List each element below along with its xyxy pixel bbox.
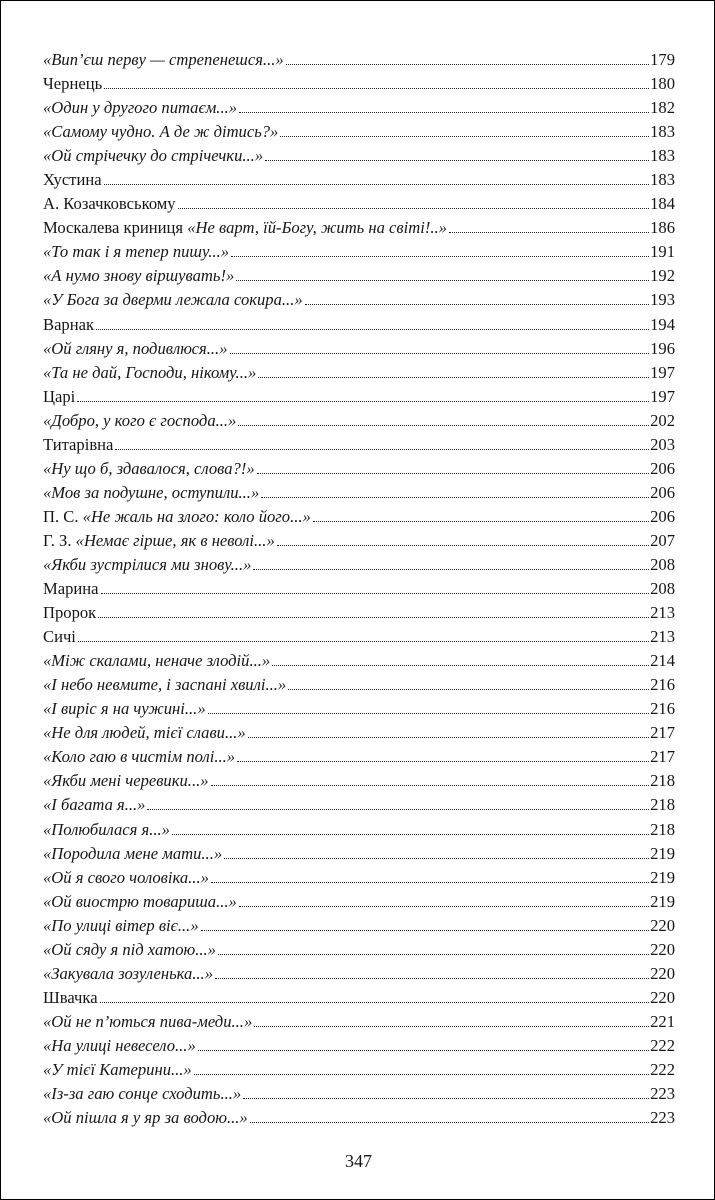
- entry-page-number: 208: [650, 579, 675, 599]
- entry-page-number: 180: [650, 74, 675, 94]
- entry-title-text: Хустина: [43, 170, 102, 190]
- entry-title-text: «І багата я...»: [43, 795, 146, 815]
- dot-leader: [250, 1122, 649, 1123]
- entry-title-text: «Мов за подушне, оступили...»: [43, 482, 260, 502]
- dot-leader: [78, 641, 649, 642]
- entry-page-number: 206: [650, 458, 675, 478]
- entry-title: [43, 1010, 252, 1034]
- dot-leader: [231, 256, 649, 257]
- entry-page-number: 193: [650, 290, 675, 310]
- entry-title: [43, 240, 229, 264]
- entry-title: [43, 625, 76, 649]
- entry-page-number: 203: [650, 434, 675, 454]
- entry-title-text: «Ой я свого чоловіка...»: [43, 867, 209, 887]
- dot-leader: [265, 160, 649, 161]
- entry-title-text: «Ой виострю товариша...»: [43, 891, 237, 911]
- entry-title: [43, 601, 96, 625]
- entry-page-number: 183: [650, 146, 675, 166]
- table-of-contents: [43, 48, 675, 1130]
- dot-leader: [147, 809, 649, 810]
- entry-page-number: 217: [650, 723, 675, 743]
- entry-page-number: 197: [650, 386, 675, 406]
- entry-title-text: «Полюбилася я...»: [43, 819, 170, 839]
- toc-entry: [43, 1106, 675, 1130]
- dot-leader: [100, 1002, 650, 1003]
- dot-leader: [272, 665, 649, 666]
- dot-leader: [237, 761, 649, 762]
- toc-entry: [43, 1034, 675, 1058]
- entry-title-text: Титарівна: [43, 434, 114, 454]
- dot-leader: [172, 834, 649, 835]
- dot-leader: [96, 329, 649, 330]
- entry-page-number: 218: [650, 819, 675, 839]
- dot-leader: [288, 689, 649, 690]
- entry-title-text: «По улиці вітер віє...»: [43, 915, 199, 935]
- toc-entry: [43, 914, 675, 938]
- entry-page-number: 206: [650, 506, 675, 526]
- toc-entry: [43, 577, 675, 601]
- entry-title-text: «Породила мене мати...»: [43, 843, 223, 863]
- toc-entry: [43, 192, 675, 216]
- entry-title-prefix: Г. З.: [43, 530, 76, 550]
- entry-page-number: 191: [650, 242, 675, 262]
- entry-title: [43, 842, 222, 866]
- entry-title-text: «Між скалами, неначе злодій...»: [43, 651, 271, 671]
- entry-title-prefix: П. С.: [43, 506, 83, 526]
- entry-title-prefix: Москалева криниця: [43, 218, 188, 238]
- toc-entry: [43, 1058, 675, 1082]
- entry-title-text: «Самому чудно. А де ж дітись?»: [43, 122, 279, 142]
- entry-title: [43, 745, 235, 769]
- toc-entry: [43, 144, 675, 168]
- dot-leader: [254, 1026, 649, 1027]
- entry-page-number: 222: [650, 1035, 675, 1055]
- entry-title: [43, 409, 236, 433]
- entry-page-number: 186: [650, 218, 675, 238]
- entry-page-number: 221: [650, 1011, 675, 1031]
- entry-title-text: «Ой стрічечку до стрічечки...»: [43, 146, 264, 166]
- entry-title-text: Швачка: [43, 987, 98, 1007]
- dot-leader: [178, 208, 650, 209]
- toc-entry: [43, 986, 675, 1010]
- entry-page-number: 220: [650, 987, 675, 1007]
- entry-title-text: «Вип’єш перву — стрепенешся...»: [43, 50, 284, 69]
- page-number: 347: [345, 1151, 372, 1171]
- dot-leader: [211, 882, 649, 883]
- entry-page-number: 213: [650, 603, 675, 623]
- entry-title-text: «Не варт, їй-Богу, жить на світі!..»: [187, 218, 447, 238]
- toc-entry: [43, 529, 675, 553]
- entry-title: [43, 337, 228, 361]
- dot-leader: [239, 112, 649, 113]
- dot-leader: [218, 954, 649, 955]
- toc-entry: [43, 842, 675, 866]
- toc-entry: [43, 313, 675, 337]
- toc-entry: [43, 337, 675, 361]
- entry-title: [43, 1034, 196, 1058]
- entry-title-text: «І виріс я на чужині...»: [43, 699, 206, 719]
- entry-title-text: «А нумо знову віршувать!»: [43, 266, 235, 286]
- toc-entry: [43, 361, 675, 385]
- dot-leader: [258, 377, 649, 378]
- toc-entry: [43, 409, 675, 433]
- toc-entry: [43, 721, 675, 745]
- entry-title: [43, 577, 99, 601]
- entry-title-text: «На улиці невесело...»: [43, 1035, 196, 1055]
- entry-page-number: 208: [650, 554, 675, 574]
- entry-title: [43, 385, 75, 409]
- toc-entry: [43, 938, 675, 962]
- entry-title-text: «Немає гірше, як в неволі...»: [75, 530, 275, 550]
- entry-title: [43, 481, 259, 505]
- toc-entry: [43, 457, 675, 481]
- dot-leader: [239, 906, 649, 907]
- dot-leader: [253, 569, 649, 570]
- toc-entry: [43, 697, 675, 721]
- toc-entry: [43, 818, 675, 842]
- toc-entry: [43, 72, 675, 96]
- entry-title: [43, 793, 145, 817]
- entry-page-number: 218: [650, 771, 675, 791]
- toc-entry: [43, 216, 675, 240]
- entry-page-number: 182: [650, 98, 675, 118]
- toc-entry: [43, 673, 675, 697]
- dot-leader: [201, 930, 649, 931]
- entry-title: [43, 721, 246, 745]
- entry-title-text: «Якби мені черевики...»: [43, 771, 209, 791]
- dot-leader: [248, 737, 649, 738]
- dot-leader: [261, 497, 649, 498]
- toc-entry: [43, 288, 675, 312]
- entry-page-number: 183: [650, 122, 675, 142]
- entry-page-number: 207: [650, 530, 675, 550]
- entry-title: [43, 1058, 192, 1082]
- entry-page-number: 217: [650, 747, 675, 767]
- toc-entry: [43, 962, 675, 986]
- dot-leader: [277, 545, 649, 546]
- entry-page-number: 216: [650, 699, 675, 719]
- entry-page-number: 194: [650, 314, 675, 334]
- entry-title-text: «У тієї Катерини...»: [43, 1059, 192, 1079]
- entry-title-text: «Добро, у кого є господа...»: [43, 410, 237, 430]
- entry-title-text: «Якби зустрілися ми знову...»: [43, 554, 252, 574]
- entry-page-number: 220: [650, 939, 675, 959]
- entry-page-number: 197: [650, 362, 675, 382]
- entry-page-number: 214: [650, 651, 675, 671]
- entry-title: [43, 505, 311, 529]
- entry-title-text: Царі: [43, 386, 76, 406]
- entry-title-text: «То так і я тепер пишу...»: [43, 242, 230, 262]
- entry-page-number: 183: [650, 170, 675, 190]
- entry-title: [43, 697, 206, 721]
- entry-title-text: «Ой сяду я під хатою...»: [43, 939, 216, 959]
- toc-entry: [43, 601, 675, 625]
- entry-page-number: 223: [650, 1108, 675, 1128]
- toc-entry: [43, 264, 675, 288]
- entry-title: [43, 938, 216, 962]
- toc-entry: [43, 433, 675, 457]
- toc-entry: [43, 240, 675, 264]
- entry-title-text: «Ой пішла я у яр за водою...»: [43, 1108, 248, 1128]
- entry-title-text: «Коло гаю в чистім полі...»: [43, 747, 236, 767]
- entry-title: [43, 120, 278, 144]
- entry-title: [43, 433, 113, 457]
- toc-entry: [43, 168, 675, 192]
- entry-title-text: Марина: [43, 579, 99, 599]
- entry-title: [43, 673, 286, 697]
- entry-page-number: 196: [650, 338, 675, 358]
- dot-leader: [115, 449, 649, 450]
- entry-page-number: 219: [650, 867, 675, 887]
- entry-title: [43, 529, 275, 553]
- dot-leader: [198, 1050, 649, 1051]
- dot-leader: [211, 785, 650, 786]
- entry-page-number: 213: [650, 627, 675, 647]
- toc-entry: [43, 120, 675, 144]
- entry-title-text: Сичі: [43, 627, 76, 647]
- entry-title: [43, 48, 284, 72]
- entry-page-number: 223: [650, 1084, 675, 1104]
- entry-page-number: 202: [650, 410, 675, 430]
- entry-page-number: 179: [650, 50, 675, 69]
- dot-leader: [224, 858, 649, 859]
- entry-title-text: «Ой гляну я, подивлюся...»: [43, 338, 228, 358]
- entry-title-text: Пророк: [43, 603, 97, 623]
- entry-title: [43, 1106, 248, 1130]
- entry-title: [43, 818, 170, 842]
- entry-page-number: 218: [650, 795, 675, 815]
- dot-leader: [101, 593, 650, 594]
- toc-entry: [43, 793, 675, 817]
- dot-leader: [230, 353, 650, 354]
- entry-title-text: «Не жаль на злого: коло його...»: [82, 506, 311, 526]
- toc-entry: [43, 866, 675, 890]
- entry-title: [43, 192, 176, 216]
- entry-title-text: «Ну що б, здавалося, слова?!»: [43, 458, 255, 478]
- entry-page-number: 220: [650, 915, 675, 935]
- entry-title: [43, 553, 251, 577]
- dot-leader: [238, 425, 649, 426]
- entry-page-number: 192: [650, 266, 675, 286]
- toc-entry: [43, 96, 675, 120]
- entry-title: [43, 649, 270, 673]
- entry-title-text: «Не для людей, тієї слави...»: [43, 723, 246, 743]
- dot-leader: [194, 1074, 649, 1075]
- dot-leader: [280, 136, 649, 137]
- toc-entry: [43, 745, 675, 769]
- dot-leader: [236, 280, 649, 281]
- entry-title-text: «Закувала зозуленька...»: [43, 963, 214, 983]
- dot-leader: [98, 617, 649, 618]
- entry-page-number: 222: [650, 1059, 675, 1079]
- toc-entry: [43, 553, 675, 577]
- entry-page-number: 184: [650, 194, 675, 214]
- entry-title: [43, 769, 209, 793]
- dot-leader: [104, 184, 650, 185]
- entry-title: [43, 866, 209, 890]
- toc-entry: [43, 1010, 675, 1034]
- entry-title-text: Варнак: [43, 314, 95, 334]
- entry-title-text: А. Козачковському: [43, 194, 176, 214]
- toc-entry: [43, 890, 675, 914]
- dot-leader: [104, 88, 649, 89]
- entry-title: [43, 890, 237, 914]
- dot-leader: [257, 473, 649, 474]
- entry-title-text: «І небо невмите, і заспані хвилі...»: [43, 675, 287, 695]
- toc-entry: [43, 481, 675, 505]
- toc-entry: [43, 1082, 675, 1106]
- dot-leader: [215, 978, 649, 979]
- entry-title: [43, 962, 213, 986]
- entry-title: [43, 914, 199, 938]
- entry-title: [43, 96, 237, 120]
- entry-title: [43, 313, 94, 337]
- entry-title-text: «У Бога за дверми лежала сокира...»: [43, 290, 303, 310]
- entry-title: [43, 216, 447, 240]
- dot-leader: [313, 521, 649, 522]
- entry-title: [43, 288, 303, 312]
- entry-title: [43, 144, 263, 168]
- entry-title: [43, 264, 234, 288]
- dot-leader: [77, 401, 649, 402]
- entry-page-number: 220: [650, 963, 675, 983]
- toc-entry: [43, 769, 675, 793]
- entry-title-text: «Та не дай, Господи, нікому...»: [43, 362, 257, 382]
- toc-entry: [43, 625, 675, 649]
- toc-entry: [43, 649, 675, 673]
- dot-leader: [286, 64, 649, 65]
- entry-page-number: 216: [650, 675, 675, 695]
- toc-entry: [43, 48, 675, 72]
- entry-title: [43, 361, 256, 385]
- entry-title-text: Чернець: [43, 74, 103, 94]
- entry-title: [43, 168, 102, 192]
- entry-page-number: 219: [650, 891, 675, 911]
- entry-title: [43, 1082, 241, 1106]
- entry-title: [43, 986, 98, 1010]
- dot-leader: [305, 304, 649, 305]
- entry-title-text: «Із-за гаю сонце сходить...»: [43, 1084, 242, 1104]
- entry-title-text: «Один у другого питаєм...»: [43, 98, 238, 118]
- dot-leader: [208, 713, 649, 714]
- dot-leader: [243, 1098, 649, 1099]
- entry-title: [43, 72, 102, 96]
- toc-entry: [43, 505, 675, 529]
- entry-page-number: 219: [650, 843, 675, 863]
- toc-entry: [43, 385, 675, 409]
- entry-title: [43, 457, 255, 481]
- dot-leader: [449, 232, 649, 233]
- entry-page-number: 206: [650, 482, 675, 502]
- entry-title-text: «Ой не п’ються пива-меди...»: [43, 1011, 253, 1031]
